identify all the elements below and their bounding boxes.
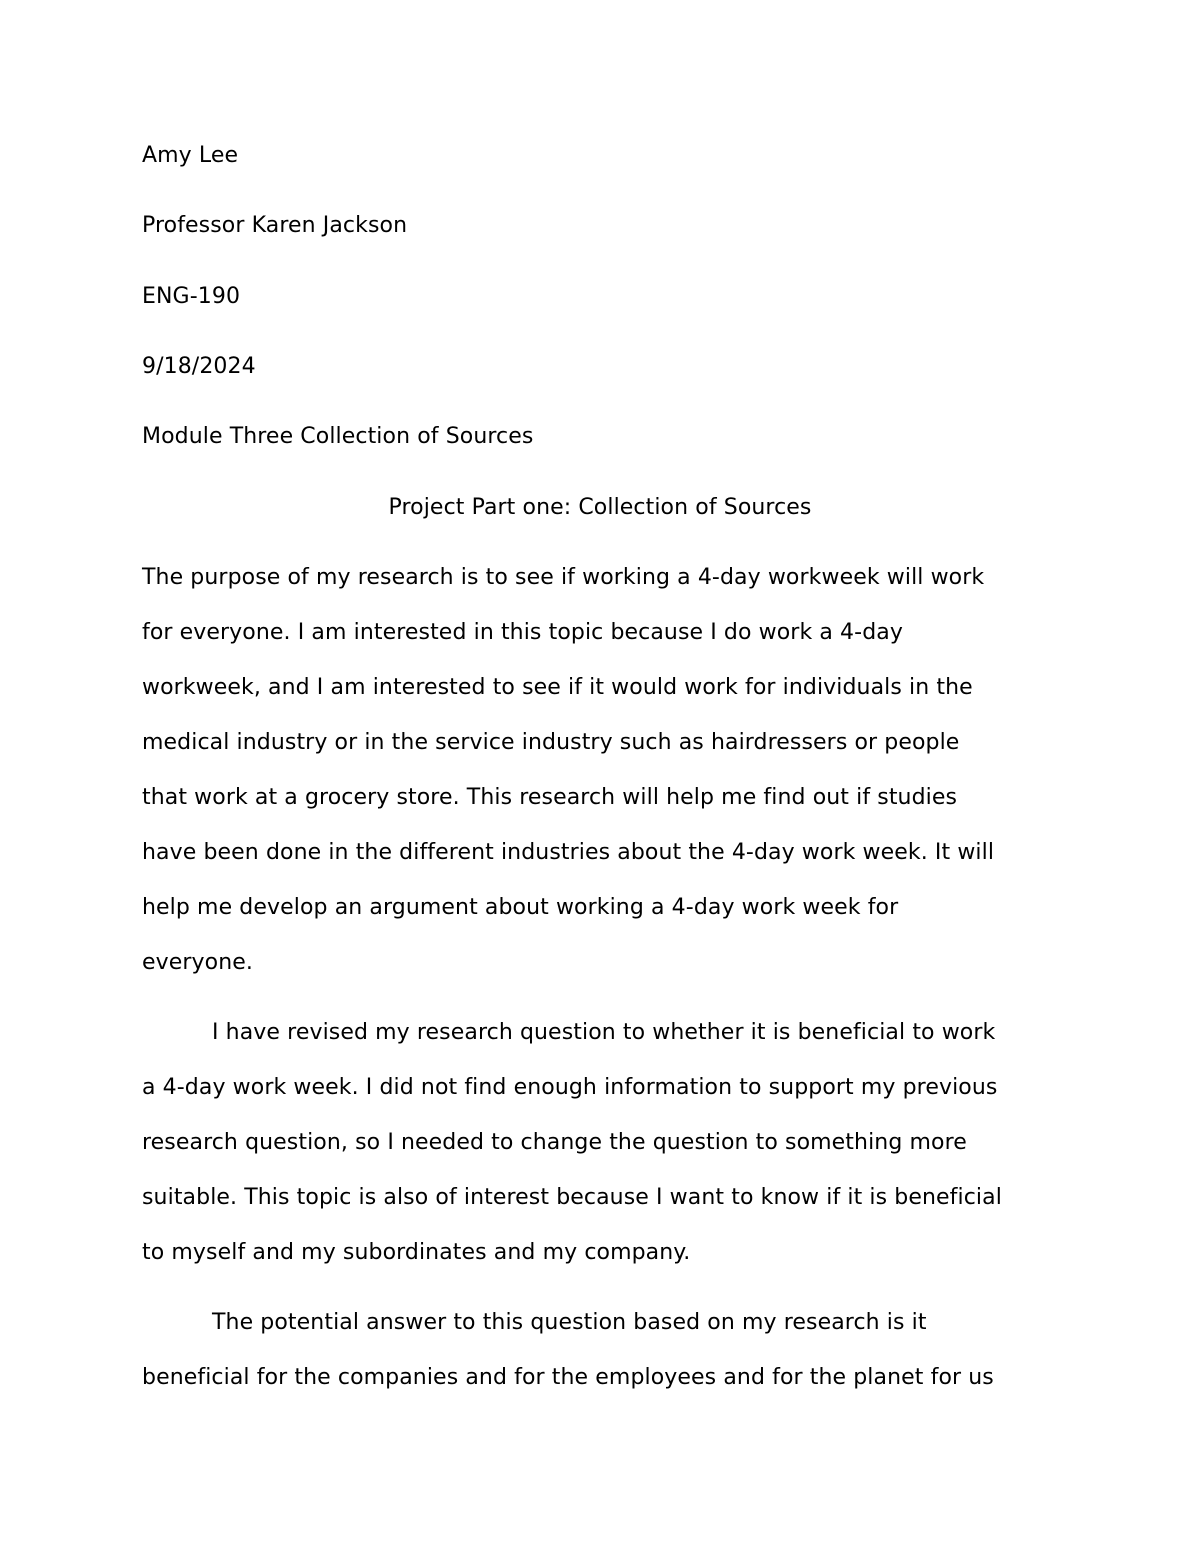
professor-name: Professor Karen Jackson [142, 213, 408, 238]
paragraph-1-line: help me develop an argument about working a 4-day work week for [142, 895, 899, 920]
paragraph-1-line: for everyone. I am interested in this topic because I do work a 4-day [142, 620, 903, 645]
paragraph-1-line: workweek, and I am interested to see if it would work for individuals in the [142, 675, 973, 700]
course-code: ENG-190 [142, 284, 241, 309]
student-name: Amy Lee [142, 143, 239, 168]
paragraph-3-line: beneficial for the companies and for the employees and for the planet for us [142, 1365, 994, 1390]
paragraph-3-line: The potential answer to this question based on my research is it [212, 1310, 927, 1335]
date: 9/18/2024 [142, 354, 256, 379]
paragraph-1-line: that work at a grocery store. This research will help me find out if studies [142, 785, 958, 810]
paragraph-2-line: a 4-day work week. I did not find enough information to support my previous [142, 1075, 998, 1100]
paragraph-2-line: to myself and my subordinates and my company. [142, 1240, 691, 1265]
paragraph-1-line: medical industry or in the service industry such as hairdressers or people [142, 730, 960, 755]
paragraph-1-line: The purpose of my research is to see if working a 4-day workweek will work [142, 565, 985, 590]
document-title: Project Part one: Collection of Sources [388, 495, 812, 520]
paragraph-2-line: suitable. This topic is also of interest because I want to know if it is beneficial [142, 1185, 1002, 1210]
assignment-name: Module Three Collection of Sources [142, 424, 534, 449]
paragraph-2-line: research question, so I needed to change the question to something more [142, 1130, 967, 1155]
paragraph-1-line: everyone. [142, 950, 253, 975]
paragraph-2-line: I have revised my research question to whether it is beneficial to work [212, 1020, 996, 1045]
paragraph-1-line: have been done in the different industries about the 4-day work week. It will [142, 840, 995, 865]
